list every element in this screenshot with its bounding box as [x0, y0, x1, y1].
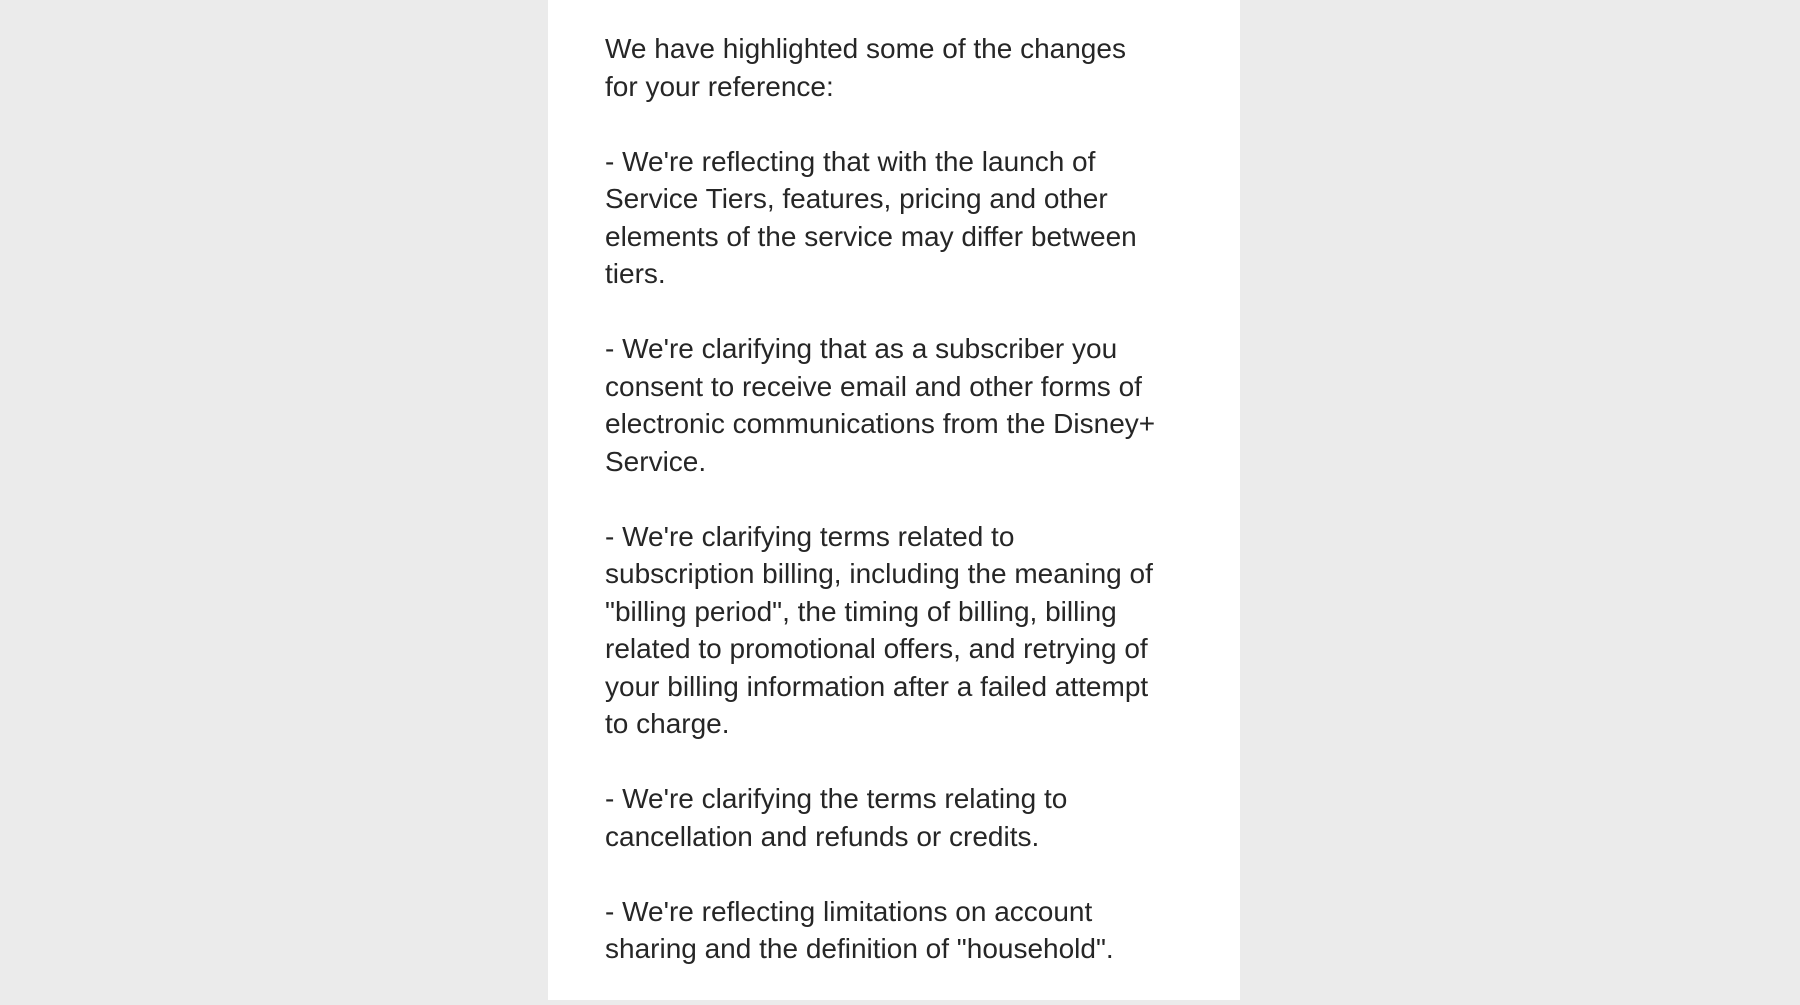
text-line: cancellation and refunds or credits. [605, 820, 1040, 852]
text-line: - We're reflecting limitations on account [605, 895, 1093, 927]
text-line: tiers. [605, 258, 666, 289]
text-line: electronic communications from the Disney+ [605, 408, 1156, 439]
change-item-account-sharing [605, 893, 1205, 968]
email-page [548, 0, 1240, 1000]
text-line: to charge. [605, 708, 730, 739]
text-line: your billing information after a failed attempt [605, 670, 1149, 702]
change-item-service-tiers [605, 143, 1205, 293]
text-line: - We're clarifying the terms relating to [605, 783, 1068, 814]
text-line: related to promotional offers, and retrying of [605, 633, 1148, 664]
text-line: - We're clarifying terms related to [605, 520, 1015, 552]
text-line: Service. [605, 445, 707, 477]
text-line: for your reference: [605, 70, 834, 102]
text-line: elements of the service may differ between [605, 220, 1137, 252]
text-line: subscription billing, including the meaning of [605, 558, 1153, 589]
text-line: We have highlighted some of the changes [605, 33, 1126, 64]
text-line: "billing period", the timing of billing, billing [605, 595, 1117, 627]
intro-paragraph [605, 30, 1205, 105]
email-body [605, 30, 1205, 1005]
text-line: - We're reflecting that with the launch of [605, 145, 1096, 177]
text-line: consent to receive email and other forms of [605, 370, 1142, 402]
change-item-communications [605, 330, 1205, 480]
text-line: - We're clarifying that as a subscriber you [605, 333, 1118, 364]
change-item-cancellation [605, 780, 1205, 855]
change-item-billing [605, 518, 1205, 743]
text-line: Service Tiers, features, pricing and other [605, 183, 1108, 214]
text-line: sharing and the definition of "household". [605, 933, 1114, 964]
